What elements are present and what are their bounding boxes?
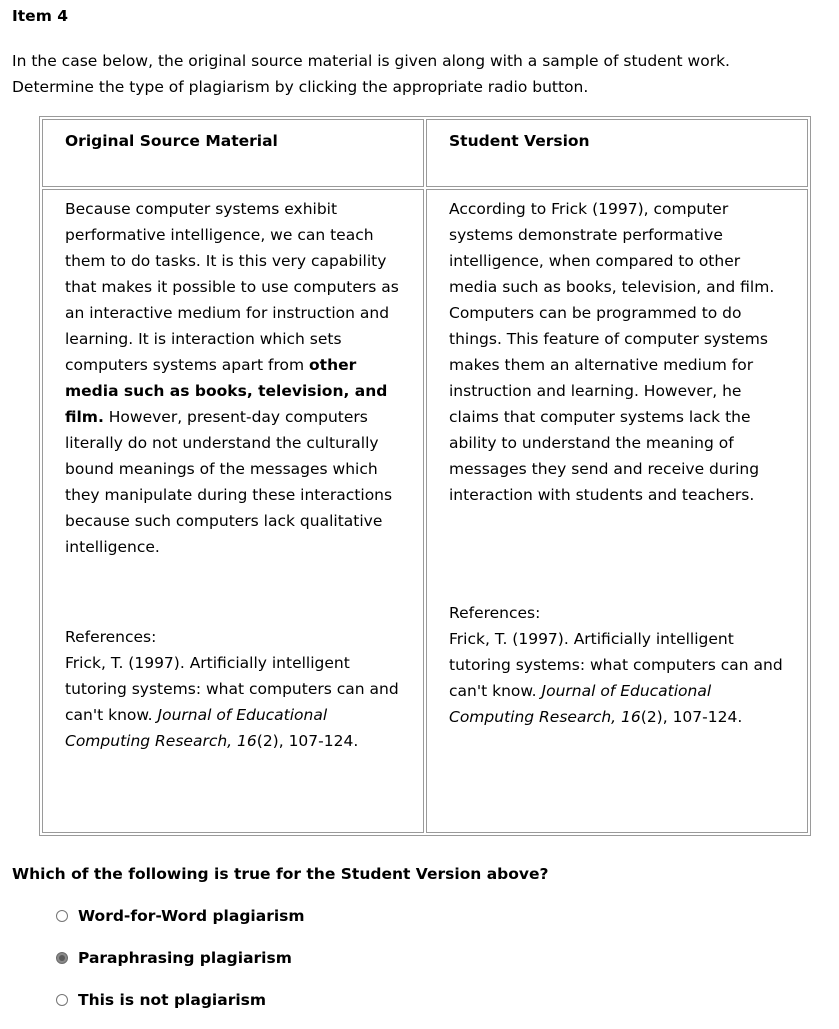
- original-references-label: References:: [65, 628, 157, 646]
- instructions: [12, 48, 822, 100]
- student-references-label: References:: [449, 604, 541, 622]
- original-source-text: [65, 196, 401, 560]
- instructions-line-1: In the case below, the original source material is given along with a sample of student work.: [12, 52, 730, 70]
- original-header: Original Source Material: [42, 119, 424, 187]
- student-version-text: According to Frick (1997), computer systems demonstrate performative intelligence, when compared to other media such as books, television, and film. Computers can be programmed to do things. This feature of computer systems makes them an alternative medium for instruction and learning. However, he claims that computer systems lack the ability to understand the meaning of messages they send and receive during interaction with students and teachers.: [449, 200, 775, 504]
- radio-paraphrasing[interactable]: [56, 952, 68, 964]
- answer-options: [56, 903, 305, 1029]
- original-citation-journal: Journal of Educational Computing Research, 16: [65, 706, 328, 750]
- comparison-table: [39, 116, 811, 836]
- option-paraphrasing[interactable]: [56, 945, 305, 971]
- original-references: [65, 624, 401, 754]
- original-text-part-2: However, present-day computers literally do not understand the culturally bound meanings of the messages which they manipulate during these interactions because such computers lack qualitative intelligence.: [65, 408, 393, 556]
- student-header: Student Version: [426, 119, 808, 187]
- original-source-cell: [42, 189, 424, 833]
- radio-word-for-word[interactable]: [56, 910, 68, 922]
- original-text-bold: other media such as books, television, and film.: [65, 356, 388, 426]
- student-citation: [449, 626, 785, 730]
- item-title: Item 4: [12, 7, 69, 25]
- student-citation-end: (2), 107-124.: [640, 708, 743, 726]
- original-citation-start: Frick, T. (1997). Artificially intelligent tutoring systems: what computers can and can't know.: [65, 654, 399, 724]
- question-text: Which of the following is true for the Student Version above?: [12, 865, 549, 883]
- original-text-part-1: Because computer systems exhibit performative intelligence, we can teach them to do tasks. It is this very capability that makes it possible to use computers as an interactive medium for instruction and learning. It is interaction which sets computers systems apart from: [65, 200, 399, 374]
- option-word-for-word-label[interactable]: Word-for-Word plagiarism: [78, 907, 305, 925]
- student-references: [449, 600, 785, 730]
- option-not-plagiarism-label[interactable]: This is not plagiarism: [78, 991, 267, 1009]
- comparison-header-row: [42, 119, 808, 187]
- option-not-plagiarism[interactable]: [56, 987, 305, 1013]
- original-citation-end: (2), 107-124.: [256, 732, 359, 750]
- radio-not-plagiarism[interactable]: [56, 994, 68, 1006]
- option-paraphrasing-label[interactable]: Paraphrasing plagiarism: [78, 949, 292, 967]
- student-citation-journal: Journal of Educational Computing Research, 16: [449, 682, 712, 726]
- comparison-body-row: [42, 189, 808, 833]
- student-version-cell: [426, 189, 808, 833]
- original-citation: [65, 650, 401, 754]
- option-word-for-word[interactable]: [56, 903, 305, 929]
- instructions-line-2: Determine the type of plagiarism by clicking the appropriate radio button.: [12, 78, 589, 96]
- student-citation-start: Frick, T. (1997). Artificially intelligent tutoring systems: what computers can and can't know.: [449, 630, 783, 700]
